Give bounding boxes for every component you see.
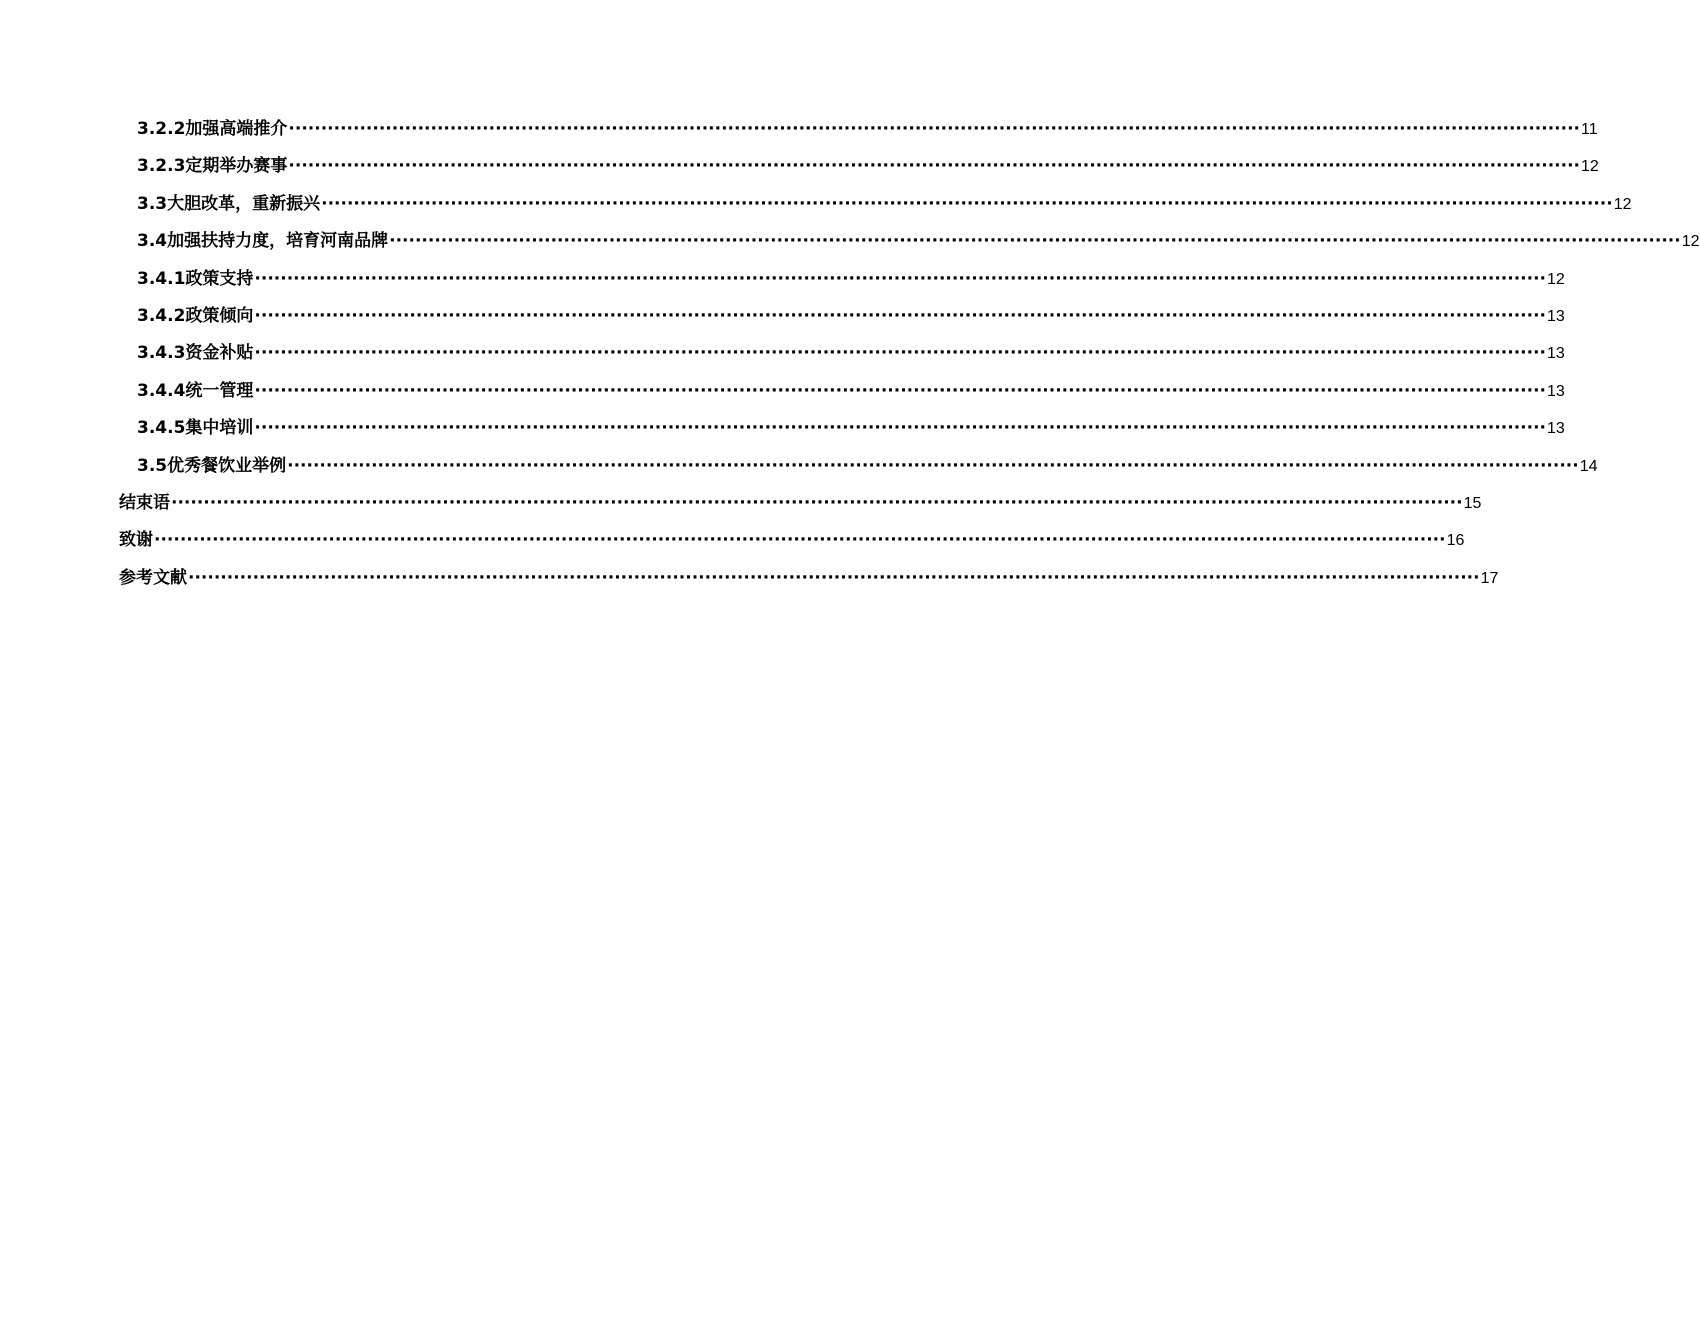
toc-entry-page: 12: [1581, 158, 1599, 176]
toc-leader-dots: ········································································································································································································: [154, 530, 1446, 551]
toc-entry[interactable]: [119, 485, 1482, 522]
toc-entry[interactable]: [137, 261, 1565, 298]
toc-leader-dots: ········································································································································································································: [188, 567, 1480, 588]
toc-entry-title: 3.2.3定期举办赛事: [137, 156, 288, 177]
toc-entry-title: 3.4加强扶持力度，培育河南品牌: [137, 231, 389, 252]
toc-entry-page: 13: [1547, 307, 1565, 325]
toc-entry-title: 3.4.4统一管理: [137, 380, 254, 401]
toc-entry[interactable]: [119, 522, 1465, 559]
toc-entry-title: 3.3大胆改革，重新振兴: [137, 193, 321, 214]
toc-entry[interactable]: [137, 148, 1599, 185]
toc-entry-page: 17: [1480, 569, 1499, 587]
toc-entry-page: 11: [1581, 121, 1598, 138]
toc-leader-dots: ········································································································································································································: [389, 231, 1681, 252]
toc-leader-dots: ········································································································································································································: [288, 119, 1581, 139]
toc-entry[interactable]: [137, 298, 1565, 335]
toc-entry-page: 14: [1579, 457, 1598, 475]
toc-leader-dots: ········································································································································································································: [254, 343, 1547, 364]
toc-entry-page: 16: [1446, 532, 1465, 550]
toc-entry-title: 3.2.2加强高端推介: [137, 119, 288, 139]
toc-entry-page: 12: [1613, 195, 1632, 213]
toc-entry-title: 3.5优秀餐饮业举例: [137, 455, 287, 476]
toc-entry[interactable]: [137, 335, 1565, 372]
toc-leader-dots: ········································································································································································································: [254, 380, 1547, 401]
toc-entry-page: 12: [1547, 270, 1565, 288]
toc-leader-dots: ········································································································································································································: [254, 268, 1547, 289]
toc-entry-title: 3.4.5集中培训: [137, 418, 254, 439]
toc-entry[interactable]: [137, 223, 1700, 260]
toc-entry-page: 13: [1547, 382, 1565, 400]
toc-entry-title: 3.4.2政策倾向: [137, 305, 254, 326]
toc-entry[interactable]: [137, 373, 1565, 410]
toc-entry-page: 15: [1463, 494, 1482, 512]
toc-leader-dots: ········································································································································································································: [288, 156, 1581, 177]
toc-leader-dots: ········································································································································································································: [287, 455, 1579, 476]
toc-entry[interactable]: [137, 111, 1598, 148]
toc-entry[interactable]: [137, 448, 1598, 485]
toc-entry-page: 13: [1547, 345, 1565, 363]
toc-entry[interactable]: [137, 186, 1632, 223]
toc-entry-title: 致谢: [119, 530, 153, 551]
toc-entry-title: 参考文献: [119, 567, 187, 588]
toc-entry-page: 12: [1681, 233, 1700, 251]
toc-entry[interactable]: [119, 560, 1499, 597]
toc-entry-page: 13: [1547, 420, 1565, 438]
toc-entry-title: 结束语: [119, 492, 170, 513]
toc-leader-dots: ········································································································································································································: [254, 305, 1547, 326]
toc-entry[interactable]: [137, 410, 1565, 447]
toc-entry-title: 3.4.3资金补贴: [137, 343, 254, 364]
toc-leader-dots: ········································································································································································································: [254, 418, 1547, 439]
toc-entry-title: 3.4.1政策支持: [137, 268, 254, 289]
toc-leader-dots: ········································································································································································································: [321, 193, 1613, 214]
table-of-contents: [0, 111, 1700, 597]
toc-leader-dots: ········································································································································································································: [171, 492, 1463, 513]
